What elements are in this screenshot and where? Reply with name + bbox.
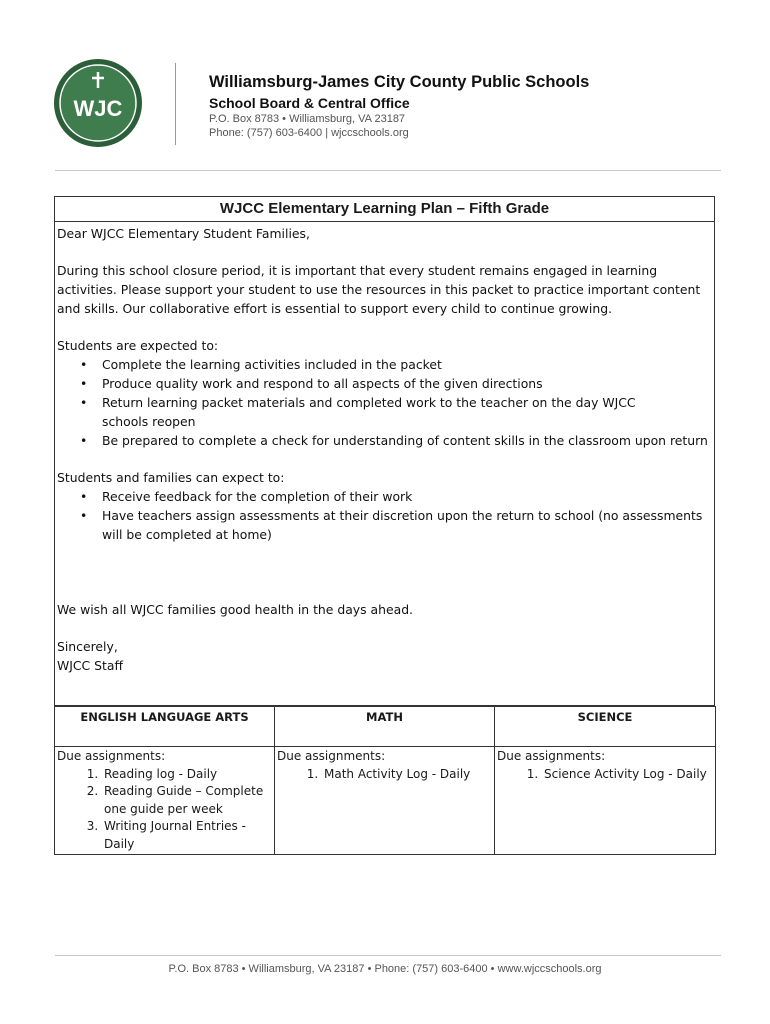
students-heading: Students are expected to: <box>57 338 219 353</box>
list-item: • Complete the learning activities included in the packet <box>102 355 714 374</box>
letterhead <box>209 72 589 140</box>
families-heading: Students and families can expect to: <box>57 470 285 485</box>
assignment-item: 3. Writing Journal Entries - Daily <box>102 818 272 853</box>
list-item: • Receive feedback for the completion of their work <box>102 487 714 506</box>
office-phone: Phone: (757) 603-6400 | wjccschools.org <box>209 127 409 139</box>
letter-title: WJCC Elementary Learning Plan – Fifth Grade <box>55 197 714 222</box>
logo-text: WJC <box>73 96 123 121</box>
footer-text: P.O. Box 8783 • Williamsburg, VA 23187 • Phone: (757) 603-6400 • www.wjccschools.org <box>168 963 602 975</box>
header-rule <box>55 170 721 171</box>
list-item: • Be prepared to complete a check for understanding of content skills in the classroom upon return <box>102 431 714 450</box>
assignment-item: 2. Reading Guide – Complete one guide per week <box>102 783 272 818</box>
subject-cell-ela <box>55 747 275 855</box>
subject-header-science: SCIENCE <box>495 707 716 747</box>
footer-rule <box>55 955 721 956</box>
letter-body <box>55 222 714 675</box>
due-label: Due assignments: <box>497 749 606 763</box>
subjects-table <box>54 706 716 855</box>
subject-cell-math <box>275 747 495 855</box>
office-name: School Board & Central Office <box>209 95 410 111</box>
intro-paragraph: During this school closure period, it is important that every student remains engaged in learning activities. Please support your student to use the resources in this packet to practice important content and skills. Our collaborative effort is essential to support every child to continue growing. <box>57 263 701 316</box>
list-item: • Return learning packet materials and completed work to the teacher on the day WJCC schools reopen <box>102 393 714 431</box>
due-label: Due assignments: <box>57 749 166 763</box>
assignment-item: 1. Reading log - Daily <box>102 766 272 784</box>
greeting: Dear WJCC Elementary Student Families, <box>57 226 310 241</box>
office-address: P.O. Box 8783 • Williamsburg, VA 23187 <box>209 113 406 125</box>
list-item: • Have teachers assign assessments at their discretion upon the return to school (no assessments will be completed at home) <box>102 506 714 544</box>
wish-line: We wish all WJCC families good health in the days ahead. <box>57 602 413 617</box>
closing: Sincerely, <box>57 639 118 654</box>
org-name: Williamsburg-James City County Public Schools <box>209 73 590 91</box>
due-label: Due assignments: <box>277 749 386 763</box>
families-list <box>57 487 714 544</box>
subject-header-math: MATH <box>275 707 495 747</box>
wjcc-logo <box>53 58 143 148</box>
signature: WJCC Staff <box>57 658 124 673</box>
subject-header-ela: ENGLISH LANGUAGE ARTS <box>55 707 275 747</box>
header-divider <box>175 63 176 145</box>
students-list <box>57 355 714 450</box>
letter-box <box>54 196 715 706</box>
list-item: • Produce quality work and respond to all aspects of the given directions <box>102 374 714 393</box>
assignment-item: 1. Science Activity Log - Daily <box>542 766 713 784</box>
assignment-item: 1. Math Activity Log - Daily <box>322 766 492 784</box>
subject-cell-science <box>495 747 716 855</box>
